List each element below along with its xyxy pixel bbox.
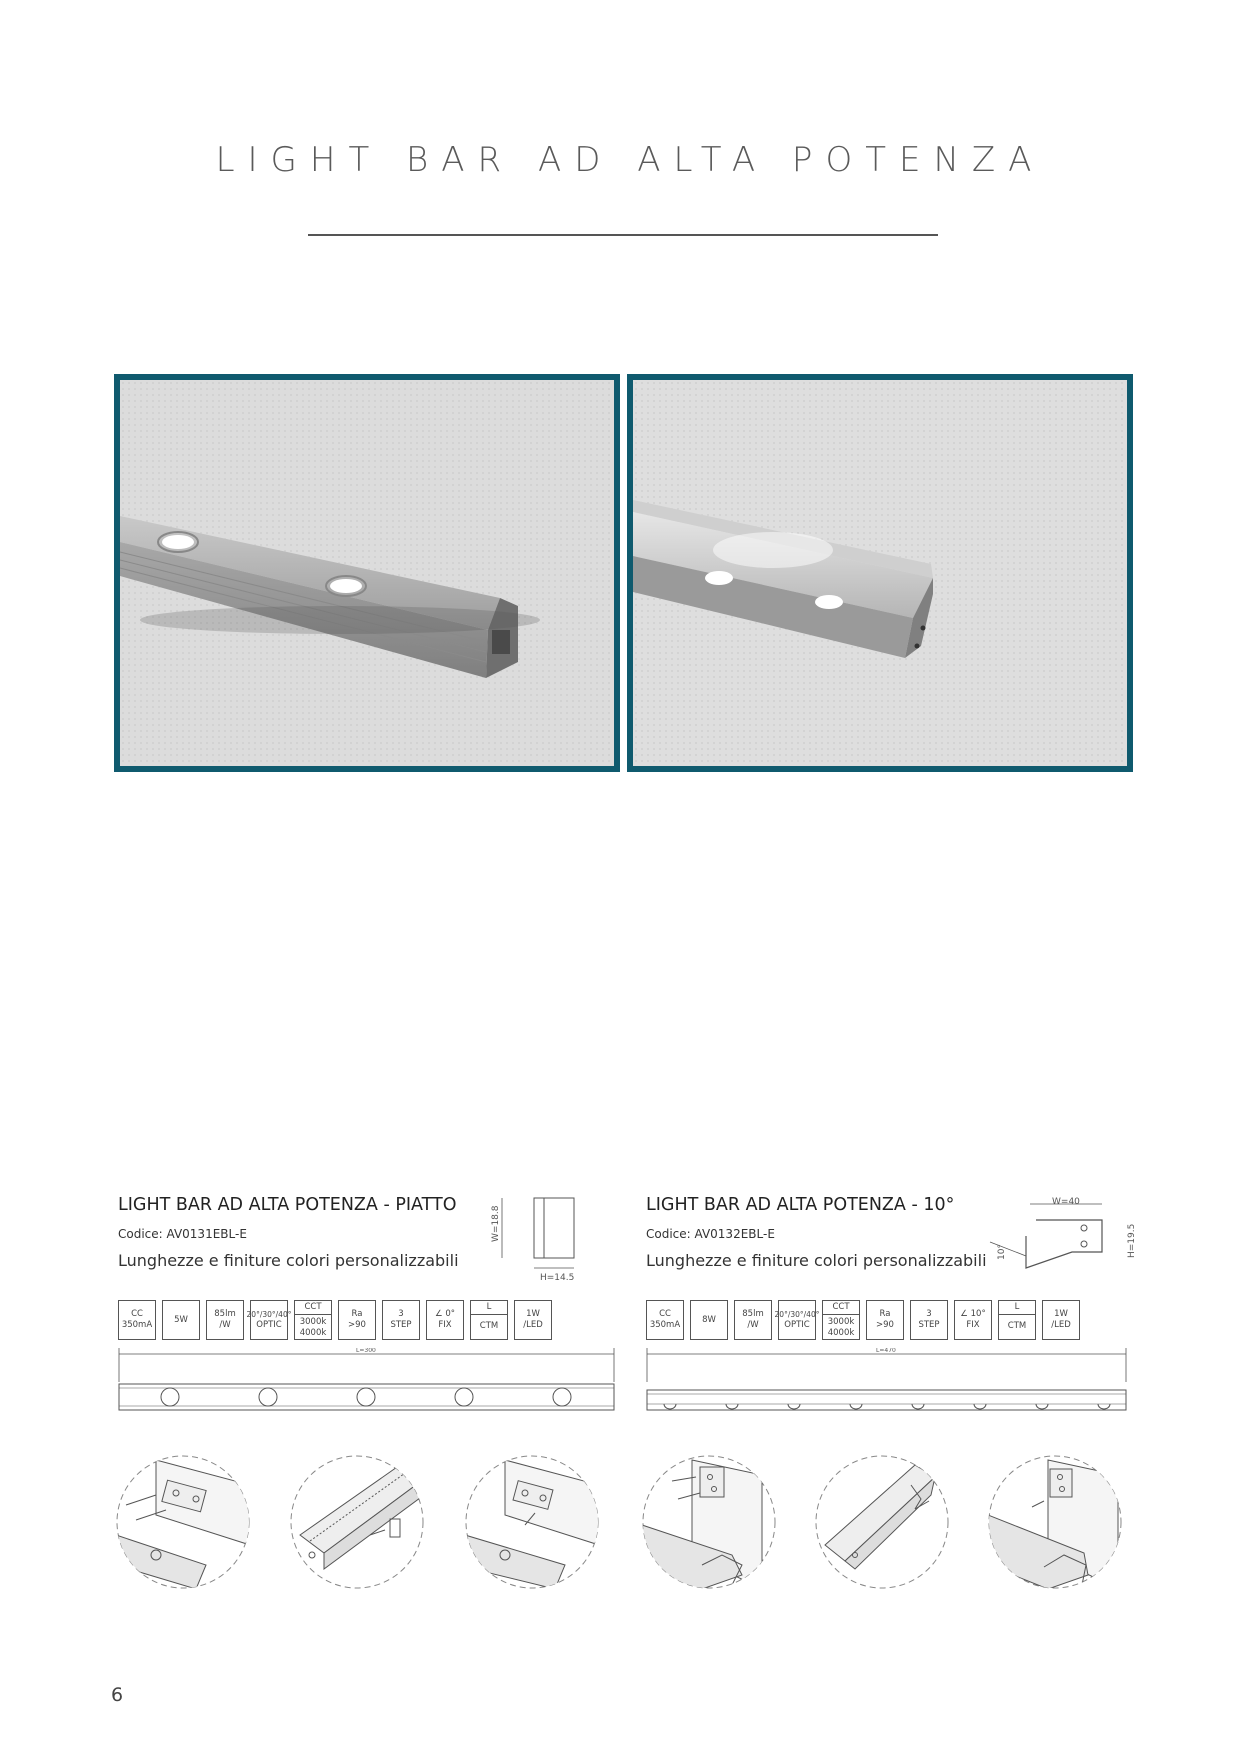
product-code: Codice: AV0132EBL-E — [646, 1227, 775, 1241]
product-title: LIGHT BAR AD ALTA POTENZA - 10° — [646, 1195, 955, 1215]
title-divider — [308, 234, 938, 236]
dim-height: H=19.5 — [1127, 1223, 1137, 1258]
spec-power: 8W — [690, 1300, 728, 1340]
spec-icons-piatto — [118, 1300, 552, 1340]
spec-fix-angle: ∠ 0° FIX — [426, 1300, 464, 1340]
spec-cct: CCT 3000k 4000k — [822, 1300, 860, 1340]
page-number: 6 — [111, 1684, 124, 1706]
spec-led-power: 1W /LED — [514, 1300, 552, 1340]
dim-width: W=40 — [1052, 1197, 1080, 1207]
spec-optic: 20°/30°/40° OPTIC — [778, 1300, 816, 1340]
spec-efficacy: 85lm /W — [734, 1300, 772, 1340]
install-detail-1 — [116, 1455, 250, 1589]
photo-10-degree-light-bar — [627, 374, 1133, 772]
spec-power: 5W — [162, 1300, 200, 1340]
angle-icon: ∠ 10° — [960, 1309, 986, 1319]
spec-cct: CCT 3000k 4000k — [294, 1300, 332, 1340]
photo-flat-light-bar — [114, 374, 620, 772]
install-detail-4 — [642, 1455, 776, 1589]
spec-cri: Ra >90 — [338, 1300, 376, 1340]
dim-width: W=18.8 — [491, 1205, 501, 1242]
install-detail-3 — [465, 1455, 599, 1589]
bar-drawing-piatto — [118, 1348, 616, 1412]
spec-step: 3 STEP — [910, 1300, 948, 1340]
product-custom-note: Lunghezze e finiture colori personalizzabili — [646, 1251, 987, 1270]
dim-length: L=300 — [356, 1348, 376, 1354]
dim-length: L=470 — [876, 1348, 896, 1354]
spec-length: L CTM — [470, 1300, 508, 1340]
dim-height: H=14.5 — [540, 1273, 575, 1283]
spec-fix-angle: ∠ 10° FIX — [954, 1300, 992, 1340]
spec-efficacy: 85lm /W — [206, 1300, 244, 1340]
spec-icons-10-degree — [646, 1300, 1080, 1340]
profile-section-10-degree — [982, 1196, 1142, 1278]
product-custom-note: Lunghezze e finiture colori personalizzabili — [118, 1251, 459, 1270]
install-detail-6 — [988, 1455, 1122, 1589]
page-title: LIGHT BAR AD ALTA POTENZA — [215, 140, 1045, 180]
install-detail-5 — [815, 1455, 949, 1589]
spec-cri: Ra >90 — [866, 1300, 904, 1340]
dim-angle: 10° — [997, 1244, 1007, 1260]
product-title: LIGHT BAR AD ALTA POTENZA - PIATTO — [118, 1195, 457, 1215]
install-detail-2 — [290, 1455, 424, 1589]
product-code: Codice: AV0131EBL-E — [118, 1227, 247, 1241]
spec-current: CC 350mA — [118, 1300, 156, 1340]
profile-section-flat — [490, 1192, 580, 1288]
angle-icon: ∠ 0° — [435, 1309, 455, 1319]
bar-drawing-10-degree — [646, 1348, 1128, 1412]
spec-optic: 20°/30°/40° OPTIC — [250, 1300, 288, 1340]
spec-step: 3 STEP — [382, 1300, 420, 1340]
spec-led-power: 1W /LED — [1042, 1300, 1080, 1340]
spec-current: CC 350mA — [646, 1300, 684, 1340]
spec-length: L CTM — [998, 1300, 1036, 1340]
